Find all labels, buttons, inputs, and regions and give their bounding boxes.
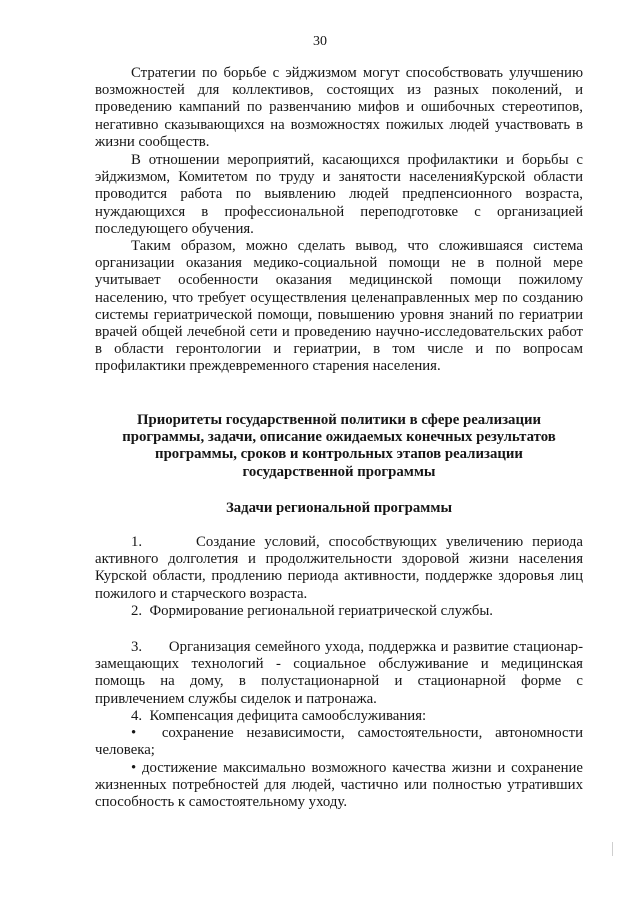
paragraph-labor-committee: В отношении мероприятий, касающихся профилактики и борьбы с эйджизмом, Комитетом по труду и занятости населенияКурской области проводится работа по выявлению людей предпенсионного возраста, нуждающихся в профессиональной переподготовке с организацией последующего обучения. [95, 152, 583, 237]
task-item-3: 3. Организация семейного ухода, поддержка и развитие стационар-замещающих технологий - социальное обслуживание и медицинская помощь на дому, в полустационарной и стационарной форме с привлечением службы сиделок и патронажа. [95, 639, 583, 707]
task-item-4: 4. Компенсация дефицита самообслуживания: [131, 708, 427, 724]
scan-margin-mark [612, 842, 613, 856]
section-heading [95, 412, 583, 481]
bullet-item: • сохранение независимости, самостоятельности, автономности человека; [95, 725, 583, 759]
bullet-item: • достижение максимально возможного качества жизни и сохранение жизненных потребностей для людей, частично или полностью утративших способность к самостоятельному уходу. [95, 760, 583, 811]
section-heading-line: Приоритеты государственной политики в сфере реализации [136, 412, 542, 428]
task-item-2: 2. Формирование региональной гериатрической службы. [131, 603, 493, 619]
paragraph-conclusion: Таким образом, можно сделать вывод, что сложившаяся система организации оказания медико-социальной помощи не в полной мере учитывает особенности оказания медицинской помощи пожилому населению, что требует осуществления целенаправленных мер по созданию системы гериатрической помощи, повышению уровня знаний по гериатрии врачей общей лечебной сети и проведению научно-исследовательских работ в области геронтологии и гериатрии, в том числе и по вопросам профилактики преждевременного старения населения. [95, 238, 583, 375]
section-heading-line: государственной программы [242, 463, 436, 480]
section-heading-line: программы, сроков и контрольных этапов реализации [155, 446, 523, 463]
section-heading-line: программы, задачи, описание ожидаемых конечных результатов [122, 429, 556, 446]
page-number: 30 [313, 34, 327, 49]
paragraph-ageism-strategies: Стратегии по борьбе с эйджизмом могут способствовать улучшению возможностей для коллективов, состоящих из разных поколений, и проведению кампаний по развенчанию мифов и ошибочных стереотипов, негативно сказывающихся на возможностях пожилых людей участвовать в жизни сообществ. [95, 65, 583, 150]
subsection-heading: Задачи региональной программы [225, 500, 453, 516]
task-item-1: 1. Создание условий, способствующих увеличению периода активного долголетия и продолжительности здоровой жизни населения Курской области, продлению периода активности, поддержке здоровья лиц пожилого и старческого возраста. [95, 534, 583, 602]
